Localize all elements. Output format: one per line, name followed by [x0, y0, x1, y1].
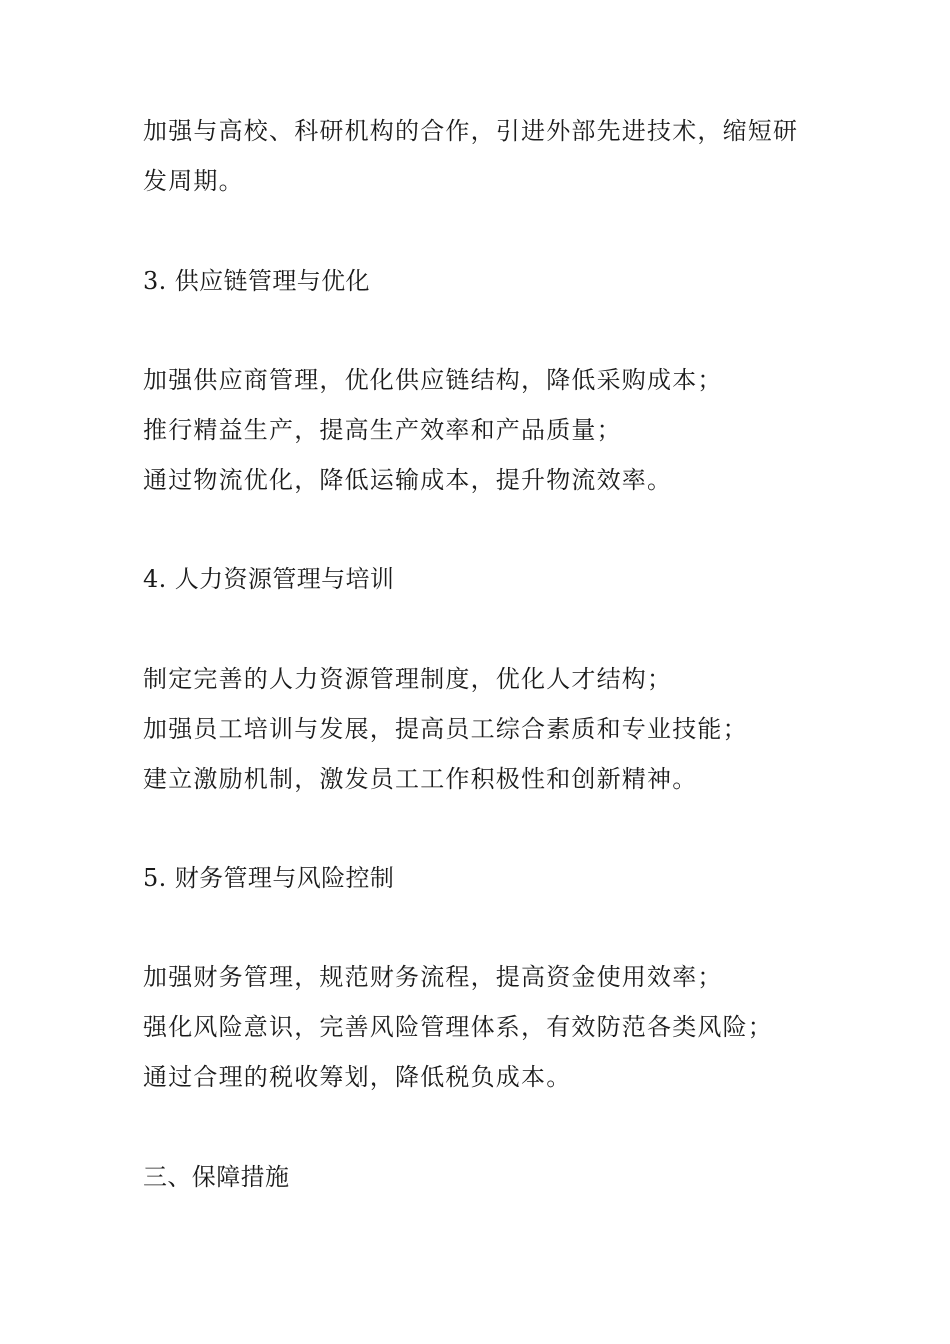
- section-heading-finance: 5. 财务管理与风险控制: [143, 864, 395, 892]
- list-item: 加强供应商管理，优化供应链结构，降低采购成本；: [143, 366, 723, 394]
- list-item: 通过物流优化，降低运输成本，提升物流效率。: [143, 466, 673, 494]
- part-heading-safeguards: 三、保障措施: [143, 1163, 290, 1191]
- list-item: 推行精益生产，提高生产效率和产品质量；: [143, 416, 622, 444]
- list-item: 制定完善的人力资源管理制度，优化人才结构；: [143, 665, 673, 693]
- list-item: 加强员工培训与发展，提高员工综合素质和专业技能；: [143, 715, 748, 743]
- paragraph-line: 加强与高校、科研机构的合作，引进外部先进技术，缩短研: [143, 117, 799, 145]
- section-heading-human-resources: 4. 人力资源管理与培训: [143, 565, 395, 593]
- list-item: 通过合理的税收筹划，降低税负成本。: [143, 1063, 572, 1091]
- section-heading-supply-chain: 3. 供应链管理与优化: [143, 267, 370, 295]
- list-item: 强化风险意识，完善风险管理体系，有效防范各类风险；: [143, 1013, 773, 1041]
- list-item: 加强财务管理，规范财务流程，提高资金使用效率；: [143, 963, 723, 991]
- paragraph-line: 发周期。: [143, 167, 244, 195]
- list-item: 建立激励机制，激发员工工作积极性和创新精神。: [143, 765, 698, 793]
